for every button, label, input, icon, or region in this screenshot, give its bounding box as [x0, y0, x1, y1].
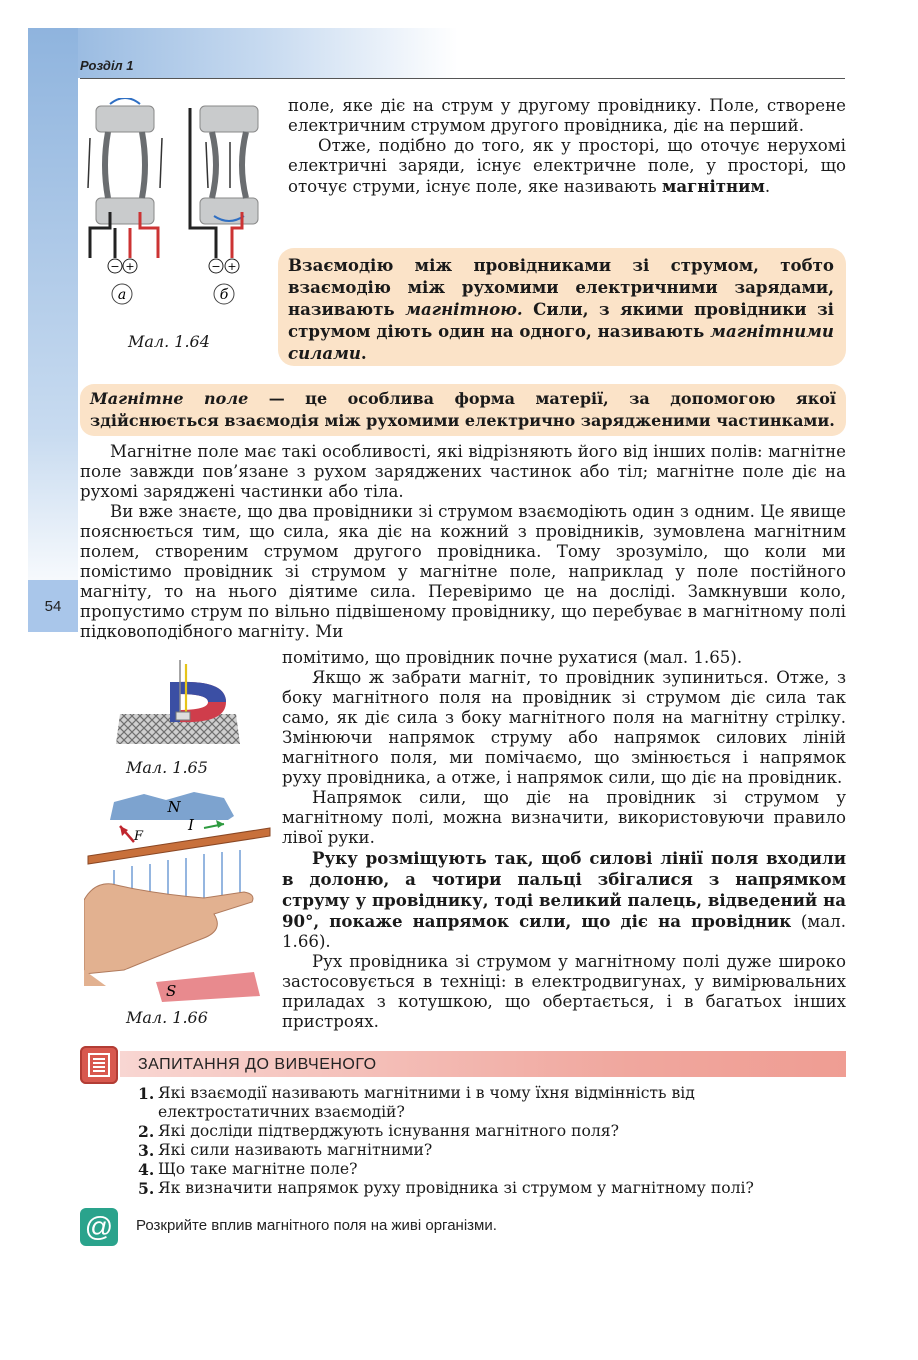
fig164-label-b: б	[219, 287, 229, 303]
label-F: F	[134, 829, 144, 844]
label-S: S	[166, 982, 177, 1000]
svg-text:−: −	[211, 260, 221, 273]
body-text-column	[282, 648, 846, 1032]
page-number: 54	[28, 580, 78, 632]
fig164-label-a: а	[117, 287, 127, 303]
body-paragraph-4: Напрямок сили, що діє на провідник зі струмом у магнітному полі, можна визначити, використовуючи правило лівої руки.	[282, 788, 846, 847]
svg-text:+: +	[227, 260, 237, 273]
svg-text:+: +	[125, 260, 135, 273]
figure-1-65	[116, 660, 240, 744]
question-item: 1. Які взаємодії називають магнітними і в чому їхня відмінність від електростатичних взаємодій?	[138, 1084, 695, 1121]
conductors-b	[190, 106, 258, 304]
body-paragraph-2: Ви вже знаєте, що два провідники зі струмом взаємодіють один з одним. Це явище пояснюється тим, що сила, яка діє на кожний з провідників, зумовлена магнітним полем, створеним струмом другого провідника. Тому зрозуміло, що коли ми помістимо провідник зі струмом у магнітне поле, наприклад у поле постійного магніту, то на нього діятиме сила. Перевіримо це на досліді. Замкнувши коло, пропустимо струм по вільно підвішеному провіднику, що перебуває в магнітному полі підковоподібного магніту. Ми	[80, 502, 846, 641]
body-paragraph-5: Руку розміщують так, щоб силові лінії поля входили в долоню, а чотири пальці збігалися з напрямком струму у провіднику, тоді великий палець, відведений на 90°, покаже напрямок сили, що діє на провідник (мал. 1.66).	[282, 848, 846, 951]
margin-gradient	[28, 28, 78, 608]
questions-list	[138, 1084, 846, 1198]
online-task-text: Розкрийте вплив магнітного поля на живі організми.	[136, 1217, 497, 1234]
caption-1-64: Мал. 1.64	[128, 332, 210, 351]
conductors-a	[88, 98, 162, 304]
caption-1-66: Мал. 1.66	[126, 1008, 208, 1027]
questions-header	[80, 1048, 846, 1082]
figure-1-66	[84, 790, 272, 1006]
top-paragraph-1: поле, яке діє на струм у другому провіднику. Поле, створене електричним струмом другого провідника, діє на перший.	[288, 96, 846, 135]
top-text	[288, 96, 846, 197]
body-paragraph-6: Рух провідника зі струмом у магнітному полі дуже широко застосовується в техніці: в електродвигунах, у вимірювальних приладах з котушкою, що обертається, і в багатьох інших пристроях.	[282, 952, 846, 1031]
questions-title: ЗАПИТАННЯ ДО ВИВЧЕНОГО	[138, 1056, 377, 1073]
label-I: I	[188, 816, 194, 834]
question-item: 5. Як визначити напрямок руху провідника зі струмом у магнітному полі?	[138, 1179, 754, 1198]
caption-1-65: Мал. 1.65	[126, 758, 208, 777]
top-paragraph-2: Отже, подібно до того, як у просторі, що оточує нерухомі електричні заряди, існує електричне поле, у просторі, що оточує струми, існує поле, яке називають магнітним.	[288, 136, 846, 196]
question-item: 2. Які досліди підтверджують існування магнітного поля?	[138, 1122, 619, 1141]
definition-box: Магнітне поле — це особлива форма матерії, за допомогою якої здійснюється взаємодія між рухомими електрично зарядженими частинками.	[80, 384, 846, 436]
body-paragraph-2-cont: помітимо, що провідник почне рухатися (мал. 1.65).	[282, 648, 743, 667]
at-icon: @	[80, 1208, 118, 1246]
body-paragraph-3: Якщо ж забрати магніт, то провідник зупиниться. Отже, з боку магнітного поля на провідник зі струмом діє сила так само, як діє сила з боку магнітного поля на магнітну стрілку. Змінюючи напрямок струму або напрямок силових ліній магнітного поля, ми помічаємо, що змінюється і напрямок руху провідника, а отже, і напрямок сили, що діє на провідник.	[282, 668, 846, 787]
label-N: N	[167, 798, 181, 816]
question-item: 4. Що таке магнітне поле?	[138, 1160, 358, 1179]
rule-callout: Взаємодію між провідниками зі струмом, тобто взаємодію між рухомими електричними зарядами, називають магнітною. Сили, з якими провідники зі струмом діють один на одного, називають магнітними силами.	[278, 248, 846, 366]
section-label: Розділ 1	[80, 58, 134, 73]
definition-term: Магнітне поле	[90, 389, 249, 408]
question-item: 3. Які сили називають магнітними?	[138, 1141, 433, 1160]
header-rule	[80, 78, 845, 79]
svg-text:−: −	[110, 260, 120, 273]
body-text-full	[80, 442, 846, 642]
figure-1-64	[80, 98, 264, 310]
body-paragraph-1: Магнітне поле має такі особливості, які відрізняють його від інших полів: магнітне поле завжди пов’язане з рухом заряджених частинок або тіл; магнітне поле діє на рухомі заряджені частинки або тіла.	[80, 442, 846, 501]
